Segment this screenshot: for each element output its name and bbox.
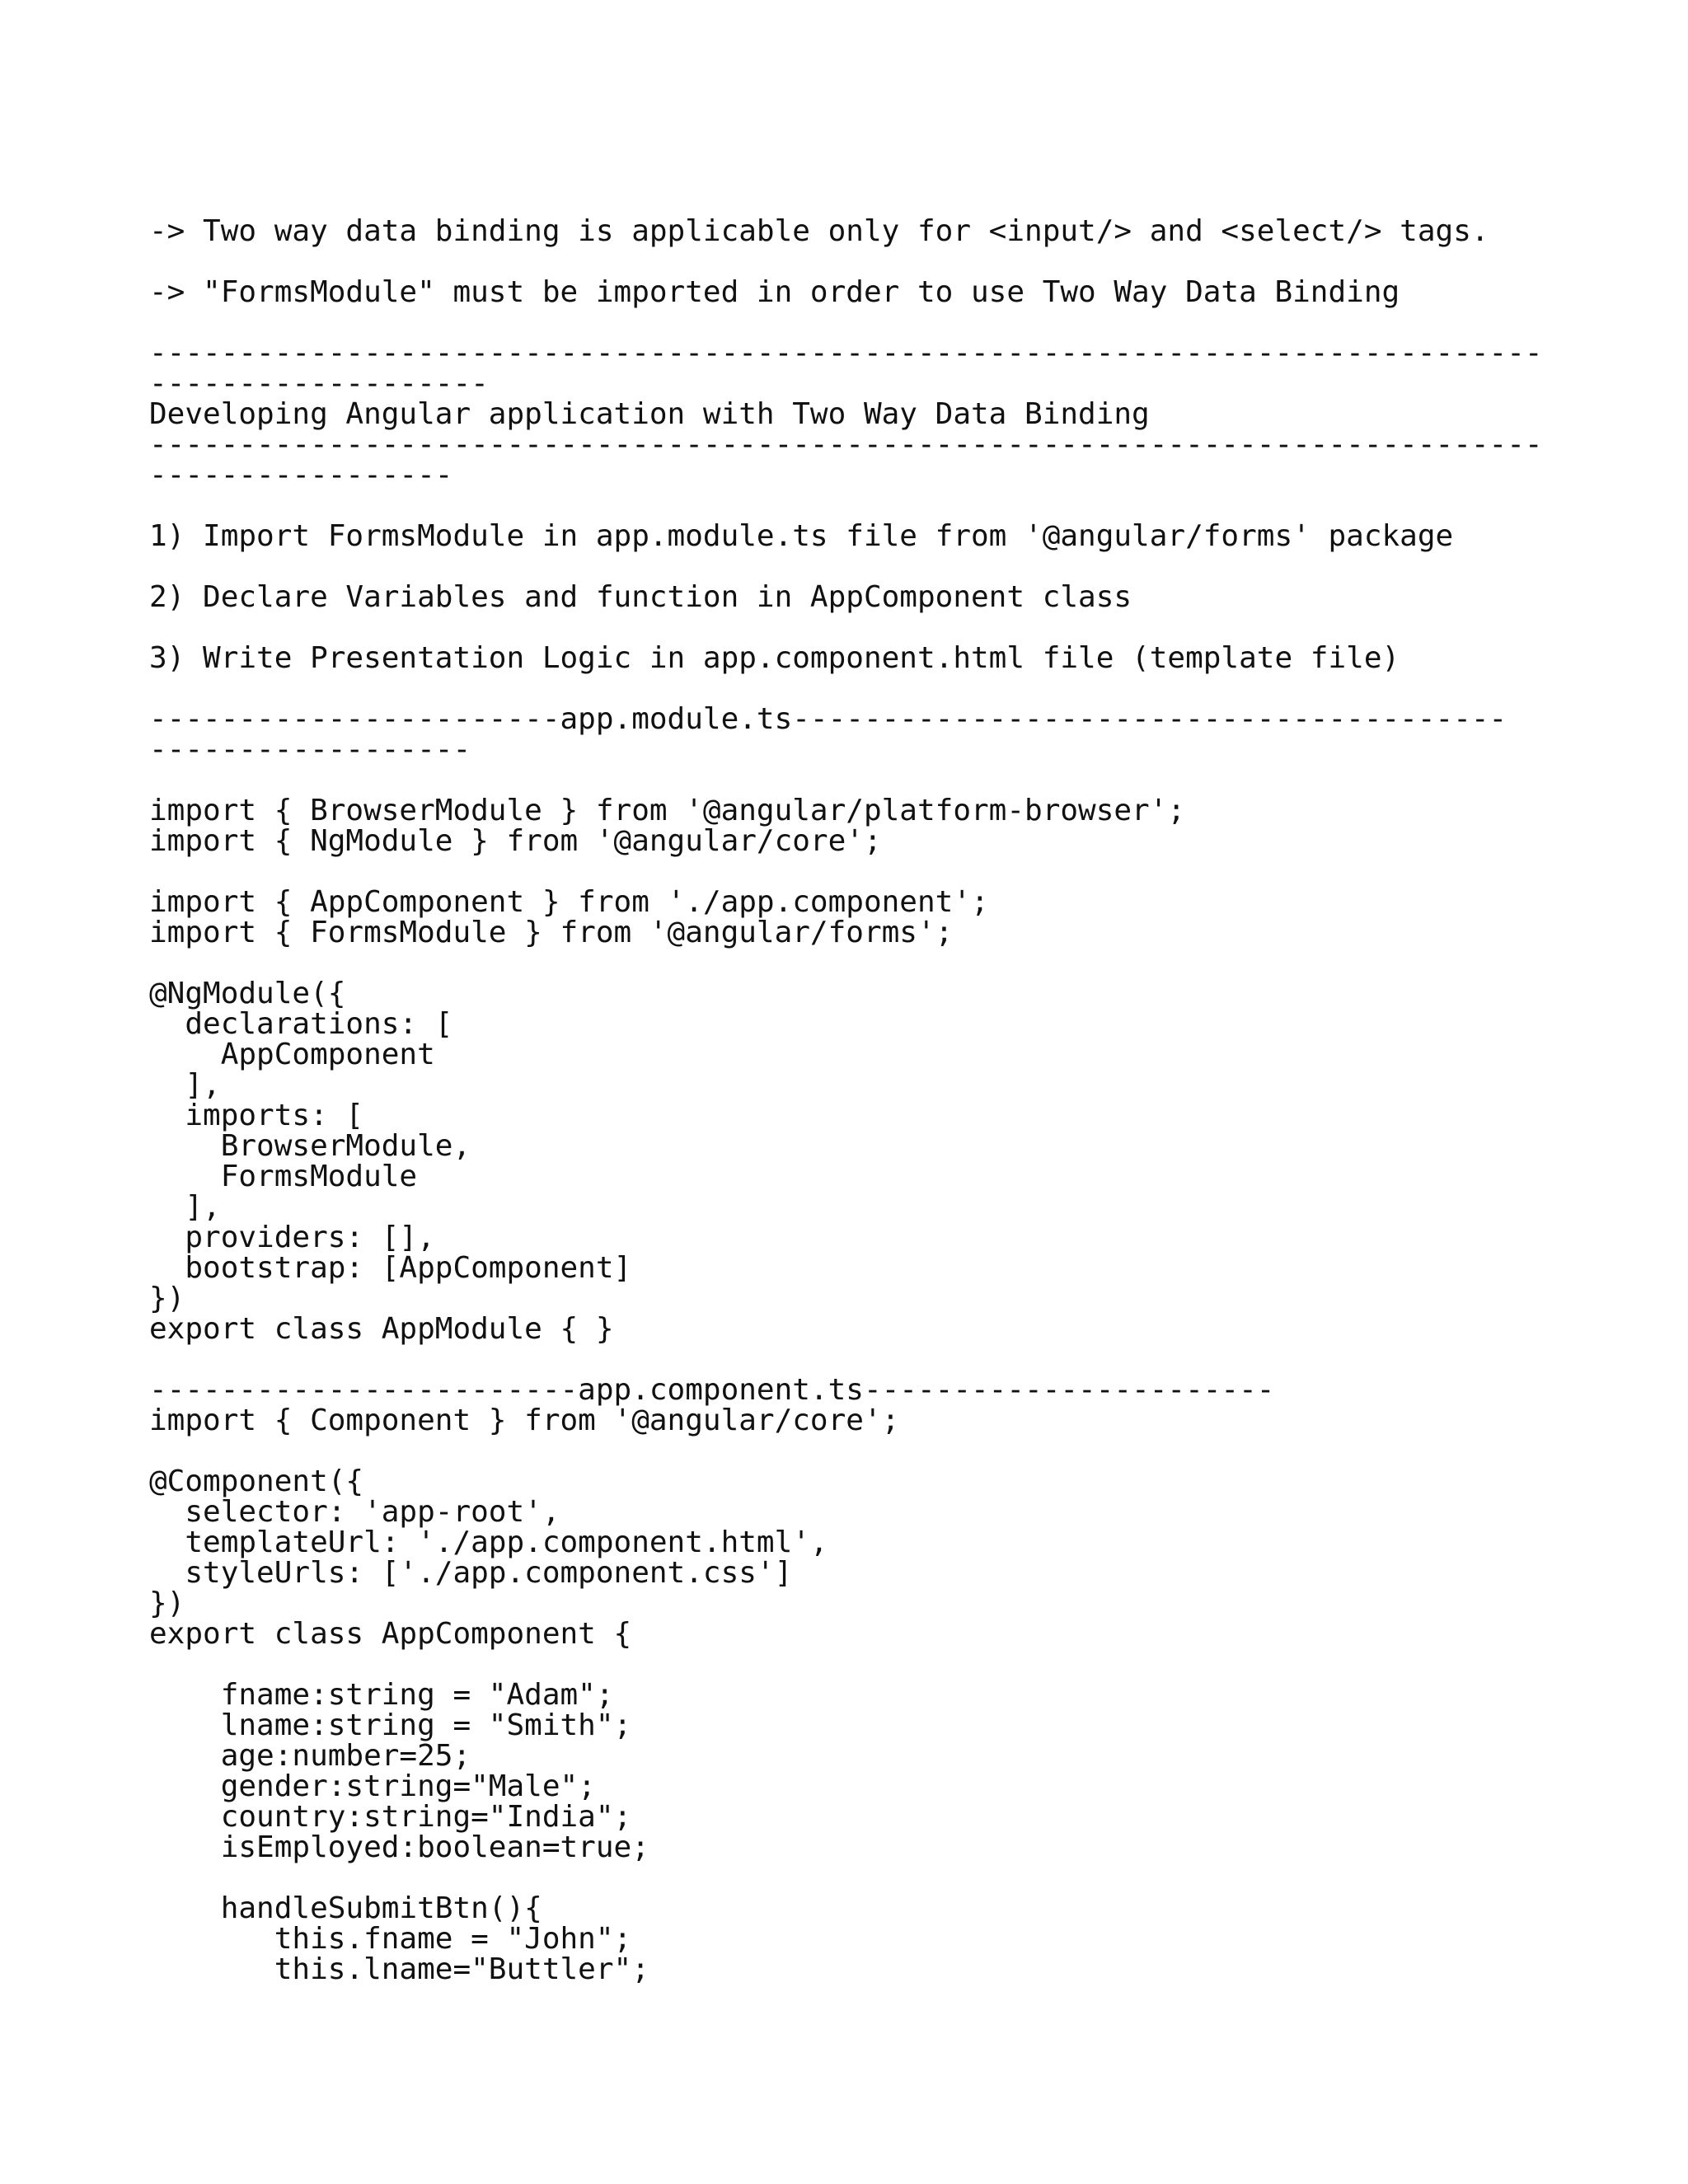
section-rule-bottom: ------------------------------------------------------------------------------ [149,428,1543,462]
code-line: bootstrap: [AppComponent] [149,1251,632,1285]
code-line: imports: [ [149,1099,364,1132]
code-line: }) [149,1586,185,1620]
code-line: import { Component } from '@angular/core'; [149,1404,900,1437]
step-1: 1) Import FormsModule in app.module.ts file from '@angular/forms' package [149,519,1454,553]
code-line: templateUrl: './app.component.html', [149,1526,828,1559]
code-line: isEmployed:boolean=true; [149,1830,649,1864]
code-line: import { NgModule } from '@angular/core'; [149,824,882,858]
step-3: 3) Write Presentation Logic in app.component.html file (template file) [149,641,1400,675]
code-line: age:number=25; [149,1739,471,1773]
code-line: country:string="India"; [149,1800,632,1834]
code-line: gender:string="Male"; [149,1769,596,1803]
code-line: import { BrowserModule } from '@angular/platform-browser'; [149,794,1186,827]
code-line: lname:string = "Smith"; [149,1708,632,1742]
note-two-way-binding-tags: -> Two way data binding is applicable only for <input/> and <select/> tags. [149,214,1489,248]
document-content [149,216,1550,1985]
code-line: this.fname = "John"; [149,1922,632,1956]
code-line: import { AppComponent } from './app.component'; [149,885,989,919]
section-heading: Developing Angular application with Two Way Data Binding [149,397,1150,431]
section-rule-top: ------------------------------------------------------------------------------ [149,336,1543,370]
code-line: providers: [], [149,1221,435,1254]
code-line: handleSubmitBtn(){ [149,1891,542,1925]
note-forms-module-required: -> "FormsModule" must be imported in order to use Two Way Data Binding [149,275,1400,309]
code-line: }) [149,1282,185,1315]
code-line: this.lname="Buttler"; [149,1952,649,1986]
code-line: declarations: [ [149,1007,453,1041]
component-file-header: ------------------------app.component.ts----------------------- [149,1373,1275,1407]
section-rule-top: ------------------- [149,367,489,401]
code-line: @NgModule({ [149,977,346,1010]
code-line: ], [149,1068,221,1102]
module-file-header: ------------------ [149,733,471,766]
code-line: ], [149,1190,221,1224]
code-line: BrowserModule, [149,1129,471,1163]
module-file-header: -----------------------app.module.ts---------------------------------------- [149,702,1507,736]
code-line: @Component({ [149,1465,364,1498]
section-rule-bottom: ----------------- [149,458,453,492]
code-line: selector: 'app-root', [149,1495,560,1529]
code-line: styleUrls: ['./app.component.css'] [149,1556,793,1590]
code-line: fname:string = "Adam"; [149,1678,614,1712]
code-line: export class AppComponent { [149,1617,632,1651]
code-line: import { FormsModule } from '@angular/forms'; [149,916,954,949]
code-line: export class AppModule { } [149,1312,614,1346]
step-2: 2) Declare Variables and function in AppComponent class [149,580,1132,614]
code-line: AppComponent [149,1038,435,1071]
code-line: FormsModule [149,1160,418,1193]
